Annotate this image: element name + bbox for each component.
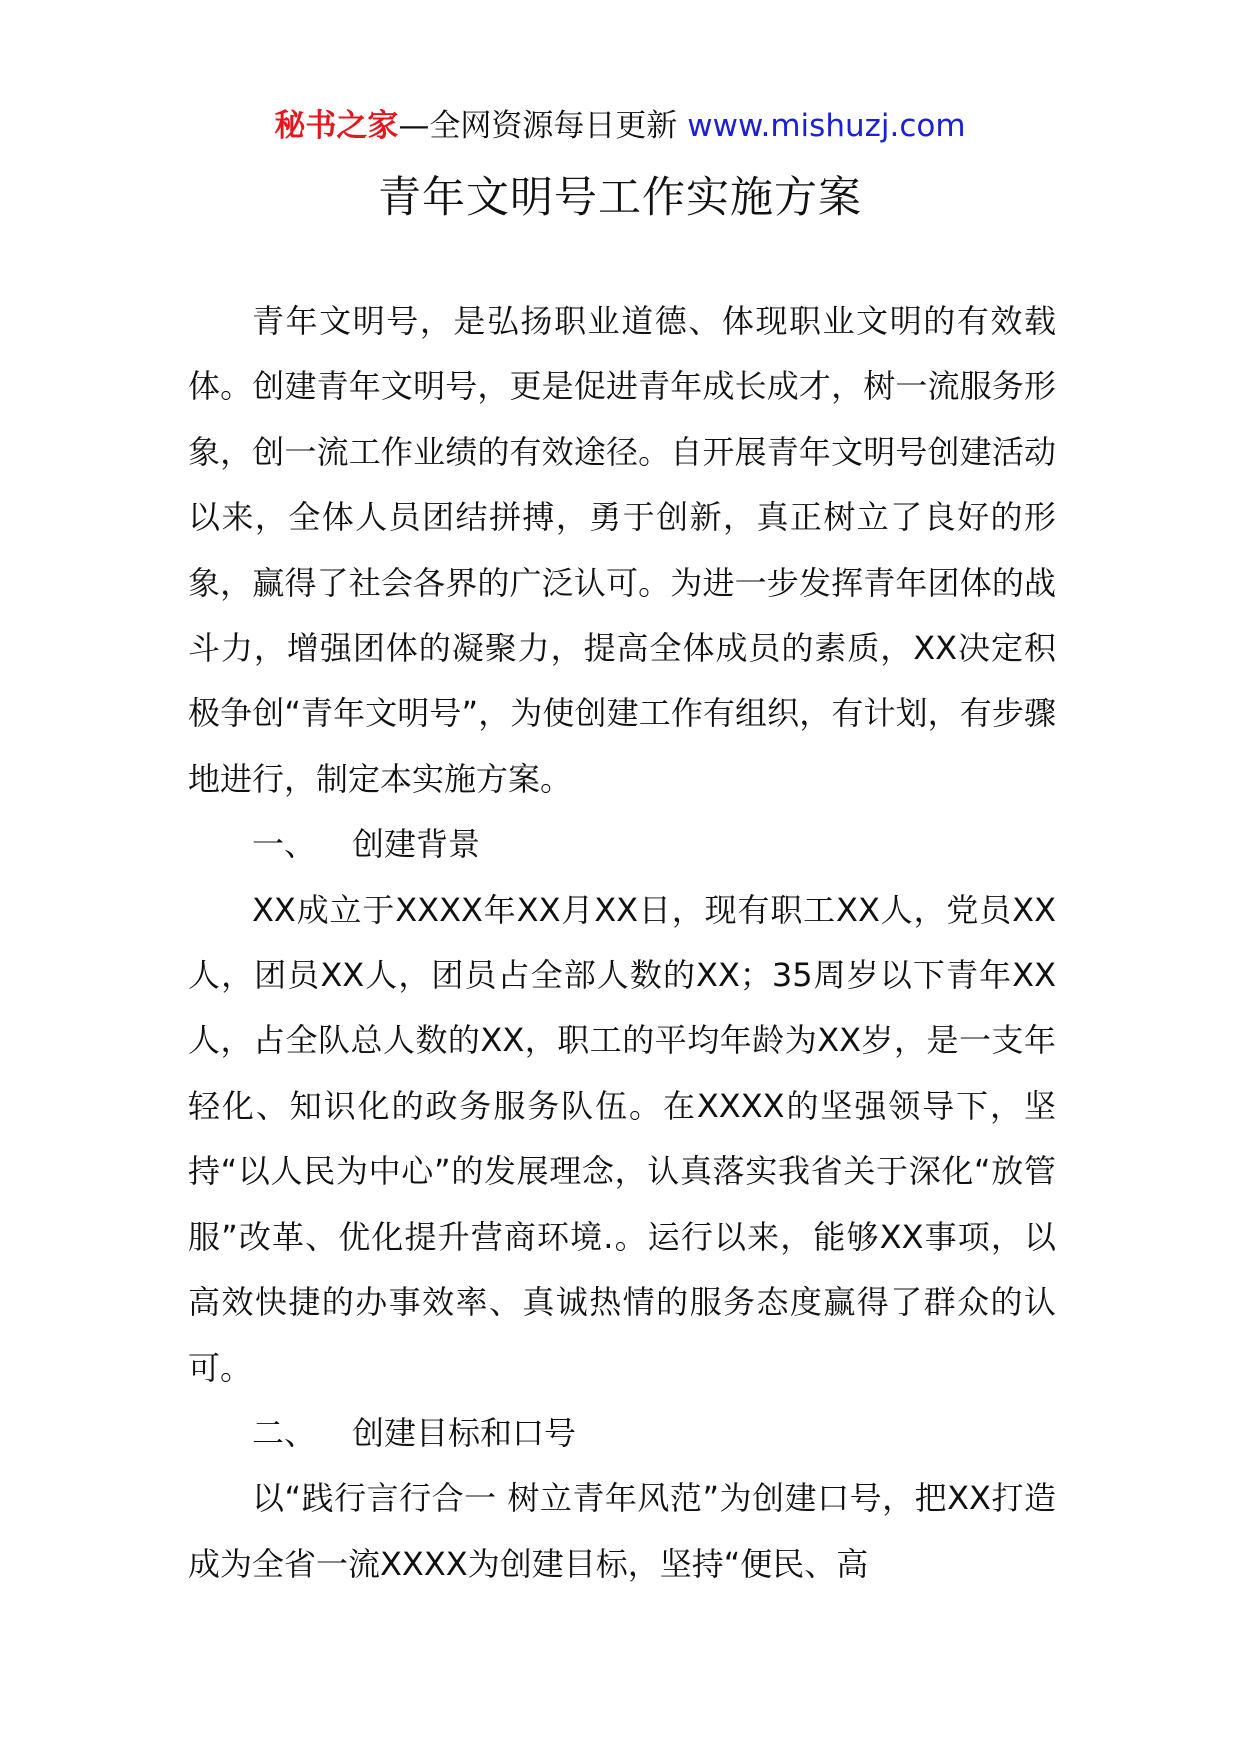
section-number: 二、 xyxy=(252,1413,317,1452)
document-body xyxy=(188,289,1056,1597)
paragraph-background: XX成立于XXXX年XX月XX日，现有职工XX人，党员XX人，团员XX人，团员占全部人数的XX；35周岁以下青年XX人，占全队总人数的XX，职工的平均年龄为XX岁，是一支年轻化、知识化的政务服务队伍。在XXXX的坚强领导下，坚持“以人民为中心”的发展理念，认真落实我省关于深化“放管服”改革、优化提升营商环境.。运行以来，能够XX事项，以高效快捷的办事效率、真诚热情的服务态度赢得了群众的认可。 xyxy=(188,890,1056,1387)
header-tagline: —全网资源每日更新 xyxy=(398,108,688,144)
section-heading-goals xyxy=(188,1401,1056,1466)
section-number: 一、 xyxy=(252,825,317,864)
document-title: 青年文明号工作实施方案 xyxy=(378,173,862,223)
paragraph-intro: 青年文明号，是弘扬职业道德、体现职业文明的有效载体。创建青年文明号，更是促进青年成长成才，树一流服务形象，创一流工作业绩的有效途径。自开展青年文明号创建活动以来，全体人员团结拼搏，勇于创新，真正树立了良好的形象，赢得了社会各界的广泛认可。为进一步发挥青年团体的战斗力，增强团体的凝聚力，提高全体成员的素质，XX决定积极争创“青年文明号”，为使创建工作有组织，有计划，有步骤地进行，制定本实施方案。 xyxy=(188,302,1056,798)
section-title: 创建目标和口号 xyxy=(352,1413,577,1452)
site-url-link[interactable]: www.mishuzj.com xyxy=(687,108,966,144)
site-header xyxy=(0,104,1240,148)
section-title: 创建背景 xyxy=(352,825,481,864)
paragraph-goals: 以“践行言行合一 树立青年风范”为创建口号，把XX打造成为全省一流XXXX为创建目标，坚持“便民、高 xyxy=(188,1479,1056,1583)
section-heading-background xyxy=(188,812,1056,877)
brand-name: 秘书之家 xyxy=(274,108,399,144)
